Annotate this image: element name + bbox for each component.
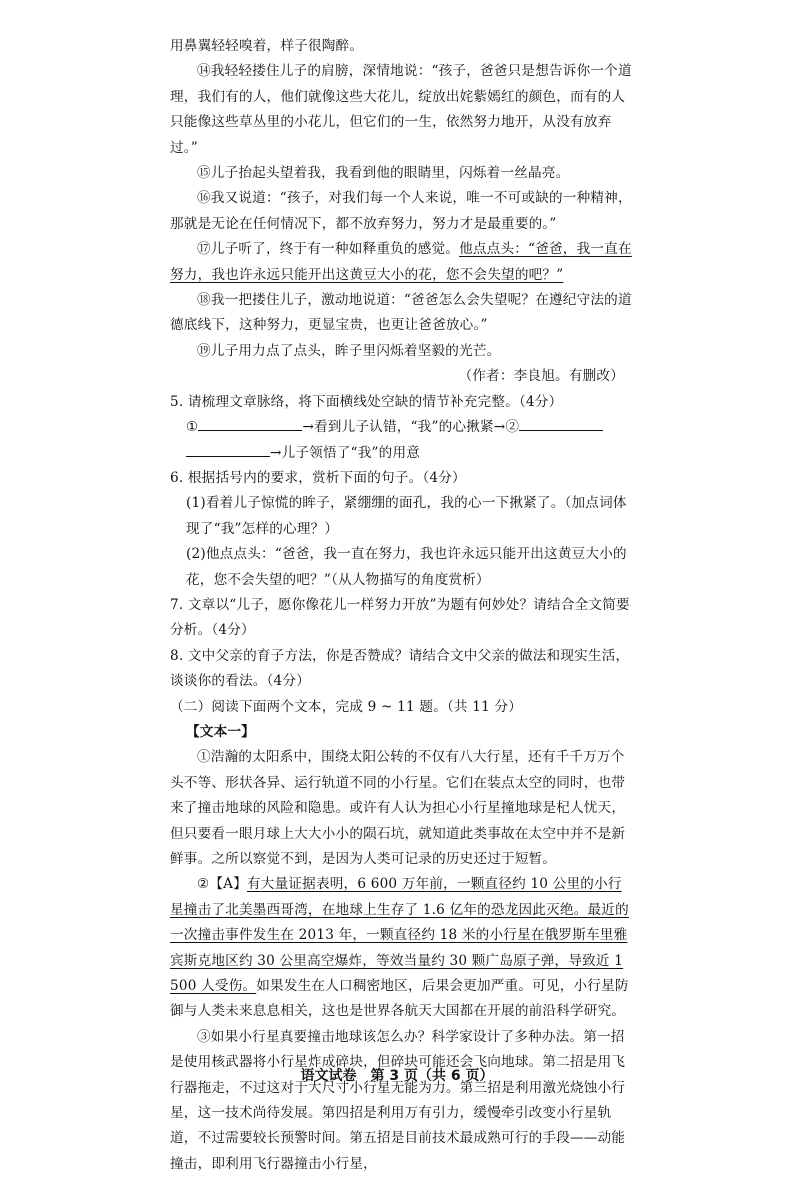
answer-blank-1[interactable] xyxy=(198,416,302,431)
text-1-paragraph-2 xyxy=(170,872,632,1024)
question-5-mid-text: →看到儿子认错，“我”的心揪紧→② xyxy=(302,419,520,436)
page-content xyxy=(170,34,632,1177)
story-paragraph-15: ⑮儿子抬起头望着我，我看到他的眼睛里，闪烁着一丝晶亮。 xyxy=(197,165,570,182)
question-5-line-2 xyxy=(170,441,632,466)
underlined-sentence-17: 他点点头：“爸爸，我一直在努力，我也许永远只能开出这黄豆大小的花，您不会失望的吧？” xyxy=(170,241,632,283)
text-1-marker-a: ②【A】 xyxy=(197,876,247,893)
story-paragraph-13-end: 用鼻翼轻轻嗅着，样子很陶醉。 xyxy=(170,38,364,54)
underlined-passage-a: 有大量证据表明，6 600 万年前，一颗直径约 10 公里的小行星撞击了北美墨西哥湾，在地球上生存了 1.6 亿年的恐龙因此灭绝。最近的一次撞击事件发生在 2013 年，一颗直径约 18 米的小行星在俄罗斯车里雅宾斯克地区约 30 公里高空爆炸，等效当量约 30 颗广岛原子弹，导致近 1 500 人受伤。 xyxy=(170,876,629,995)
text-1-paragraph-3: ③如果小行星真要撞击地球该怎么办？科学家设计了多种办法。第一招是使用核武器将小行星炸成碎块，但碎块可能还会飞向地球。第二招是用飞行器拖走，不过这对于大尺寸小行星无能为力。第三招是利用激光烧蚀小行星，这一技术尚待发展。第四招是利用万有引力，缓慢牵引改变小行星轨道，不过需要较长预警时间。第五招是目前技术最成熟可行的手段——动能撞击，即利用飞行器撞击小行星， xyxy=(170,1028,626,1172)
question-7: 7. 文章以“儿子，愿你像花儿一样努力开放”为题有何妙处？请结合全文简要分析。（4分） xyxy=(170,596,630,639)
question-6-1: (1)看着儿子惊慌的眸子，紧绷绷的面孔，我的心一下揪紧了。（加点词体现了“我”怎样的心理？） xyxy=(186,495,627,537)
question-6: 6. 根据括号内的要求，赏析下面的句子。（4分） xyxy=(170,469,466,486)
section-2-heading: （二）阅读下面两个文本，完成 9 ~ 11 题。（共 11 分） xyxy=(170,698,523,715)
question-8: 8. 文中父亲的育子方法，你是否赞成？请结合文中父亲的做法和现实生活，谈谈你的看法。（4分） xyxy=(170,647,630,690)
answer-blank-2-cont[interactable] xyxy=(186,442,270,457)
answer-blank-2[interactable] xyxy=(519,416,603,431)
question-5-line-1 xyxy=(170,415,632,440)
question-6-2: (2)他点点头：“爸爸，我一直在努力，我也许永远只能开出这黄豆大小的花，您不会失望的吧？”（从人物描写的角度赏析） xyxy=(186,546,627,588)
page-footer: 语文试卷 第 3 页（共 6 页） xyxy=(300,1068,494,1084)
text-1-paragraph-1: ①浩瀚的太阳系中，围绕太阳公转的不仅有八大行星，还有千千万万个头不等、形状各异、运行轨道不同的小行星。它们在装点太空的同时，也带来了撞击地球的风险和隐患。或许有人认为担心小行星撞地球是杞人忧天，但只要看一眼月球上大大小小的陨石坑，就知道此类事故在太空中并不是新鲜事。之所以察觉不到，是因为人类可记录的历史还过于短暂。 xyxy=(170,749,626,867)
story-paragraph-17-text: ⑰儿子听了，终于有一种如释重负的感觉。 xyxy=(197,241,460,258)
story-paragraph-18: ⑱我一把搂住儿子，激动地说道：“爸爸怎么会失望呢？在遵纪守法的道德底线下，这种努力，更显宝贵，也更让爸爸放心。” xyxy=(170,292,632,334)
question-5-marker-1: ① xyxy=(186,419,199,436)
question-5: 5. 请梳理文章脉络，将下面横线处空缺的情节补充完整。（4分） xyxy=(170,393,563,410)
story-paragraph-19: ⑲儿子用力点了点头，眸子里闪烁着坚毅的光芒。 xyxy=(197,342,501,359)
question-5-end-text: →儿子领悟了“我”的用意 xyxy=(270,444,421,461)
text-1-paragraph-2-rest: 如果发生在人口稠密地区，后果会更加严重。可见，小行星防御与人类未来息息相关，这也是世界各航天大国都在开展的前沿科学研究。 xyxy=(170,978,629,1020)
story-paragraph-14: ⑭我轻轻搂住儿子的肩膀，深情地说：“孩子，爸爸只是想告诉你一个道理，我们有的人，他们就像这些大花儿，绽放出姹紫嫣红的颜色，而有的人只能像这些草丛里的小花儿，但它们的一生，依然努力地开，从没有放弃过。” xyxy=(170,63,632,156)
text-1-title: 【文本一】 xyxy=(186,723,255,740)
story-paragraph-17 xyxy=(170,237,632,288)
story-source: （作者：李良旭。有删改） xyxy=(458,368,624,385)
story-paragraph-16: ⑯我又说道：“孩子，对我们每一个人来说，唯一不可或缺的一种精神，那就是无论在任何情况下，都不放弃努力，努力才是最重要的。” xyxy=(170,190,632,232)
